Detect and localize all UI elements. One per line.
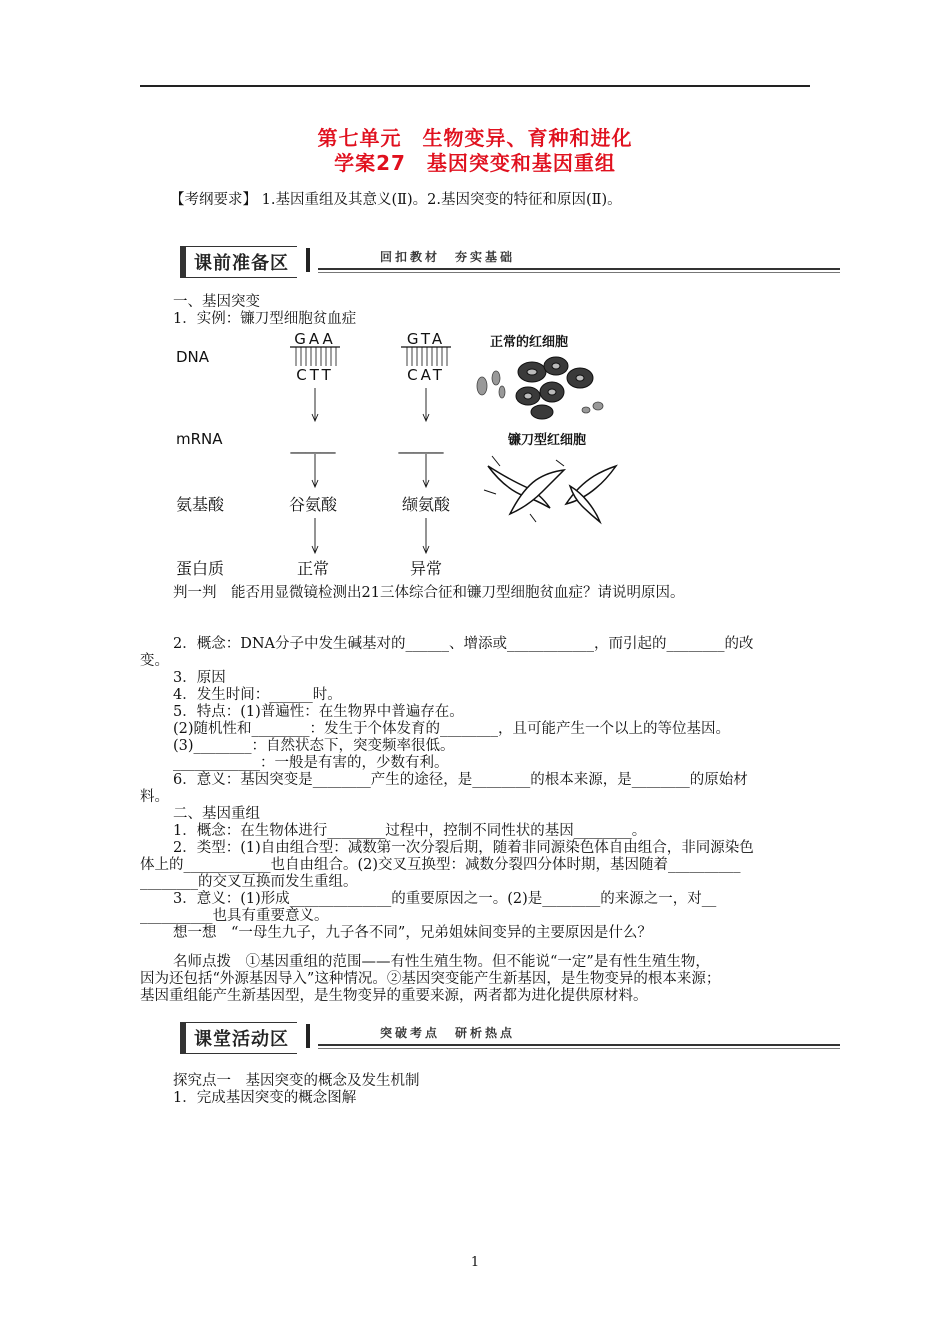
concept-line: 2．概念：DNA分子中发生碱基对的______、增添或____________，而引起的________的改: [173, 636, 754, 652]
recomb-type-line-cont2: ________的交叉互换而发生重组。: [140, 874, 358, 890]
header-rule: [140, 85, 810, 87]
feature-line-2: (2)随机性和________：发生于个体发育的________，且可能产生一个以上的等位基因。: [173, 721, 731, 737]
normal-amino-acid: 谷氨酸: [288, 495, 338, 514]
cause-line: 3．原因: [173, 670, 226, 686]
significance-line-cont: 料。: [140, 789, 169, 805]
mutant-protein: 异常: [409, 559, 443, 578]
mutant-mrna-blank: ______: [398, 436, 444, 454]
amino-acid-label: 氨基酸: [176, 495, 225, 514]
section-subtitle: 回扣教材 夯实基础: [380, 250, 516, 264]
section-divider-mark: [306, 248, 310, 272]
teacher-tip-line-1: 名师点拨 ①基因重组的范围——有性生殖生物。但不能说“一定”是有性生殖生物，: [173, 954, 710, 970]
unit-title: 第七单元 生物变异、育种和进化: [317, 126, 633, 150]
feature-line-4: ____________：一般是有害的，少数有利。: [173, 755, 449, 771]
normal-mrna-blank: ______: [290, 436, 336, 454]
example-line: 1．实例：镰刀型细胞贫血症: [173, 311, 357, 327]
normal-dna-top: GAA: [294, 330, 336, 348]
concept-line-cont: 变。: [140, 653, 169, 669]
judge-question: 判一判 能否用显微镜检测出21三体综合征和镰刀型细胞贫血症？请说明原因。: [173, 585, 685, 601]
mutant-dna-top: GTA: [406, 330, 446, 348]
dna-label: DNA: [176, 348, 210, 366]
recomb-significance-line: 3．意义：(1)形成______________的重要原因之一。(2)是________的来源之一，对__: [173, 891, 717, 907]
exam-requirements: 【考纲要求】 1.基因重组及其意义(Ⅱ)。2.基因突变的特征和原因(Ⅱ)。: [170, 192, 622, 208]
page-number: 1: [470, 1255, 480, 1270]
normal-dna-bottom: CTT: [296, 366, 334, 384]
section-rule-thin: [318, 272, 840, 273]
feature-line-1: 5．特点：(1)普遍性：在生物界中普遍存在。: [173, 704, 464, 720]
explore-heading: 探究点一 基因突变的概念及发生机制: [173, 1073, 420, 1089]
normal-rbc-illustration: [468, 330, 618, 422]
mrna-label: mRNA: [176, 430, 223, 448]
section-divider-mark: [306, 1024, 310, 1048]
section-label: 课前准备区: [180, 246, 297, 278]
heading-recombination: 二、基因重组: [173, 806, 260, 822]
section-rule-thin: [318, 1048, 840, 1049]
recomb-type-line-cont: 体上的____________也自由组合。(2)交叉互换型：减数分裂四分体时期，基因随着__________: [140, 857, 741, 873]
recomb-type-line: 2．类型：(1)自由组合型：减数第一次分裂后期，随着非同源染色体自由组合，非同源染色: [173, 840, 754, 856]
sickle-rbc-caption: 镰刀型红细胞: [508, 433, 587, 448]
section-rule: [318, 268, 840, 270]
teacher-tip-line-3: 基因重组能产生新基因型，是生物变异的重要来源，两者都为进化提供原材料。: [140, 988, 648, 1004]
normal-rbc-caption: 正常的红细胞: [490, 335, 569, 350]
section-subtitle: 突破考点 研析热点: [380, 1026, 516, 1040]
significance-line: 6．意义：基因突变是________产生的途径，是________的根本来源，是________的原始材: [173, 772, 748, 788]
feature-line-3: (3)________：自然状态下，突变频率很低。: [173, 738, 455, 754]
recomb-significance-cont: __________也具有重要意义。: [140, 908, 329, 924]
hydrogen-bond-ticks: [296, 347, 447, 366]
mutant-dna-bottom: CAT: [407, 366, 445, 384]
section-header-prep: [170, 244, 840, 274]
teacher-tip-line-2: 因为还包括“外源基因导入”这种情况。②基因突变能产生新基因，是生物变异的根本来源；: [140, 971, 721, 987]
mutant-amino-acid: 缬氨酸: [401, 495, 451, 514]
normal-protein: 正常: [296, 559, 330, 578]
section-header-class: [170, 1020, 840, 1050]
explore-item-1: 1．完成基因突变的概念图解: [173, 1090, 357, 1106]
section-label: 课堂活动区: [180, 1022, 297, 1054]
time-line: 4．发生时间：______时。: [173, 687, 342, 703]
think-question: 想一想 “一母生九子，九子各不同”，兄弟姐妹间变异的主要原因是什么？: [173, 925, 652, 941]
heading-gene-mutation: 一、基因突变: [173, 294, 260, 310]
protein-label: 蛋白质: [176, 559, 225, 578]
sickle-rbc-illustration: [470, 430, 620, 530]
section-rule: [318, 1044, 840, 1046]
normal-rbc-image: [468, 330, 618, 422]
sickle-rbc-image: [470, 430, 620, 530]
recomb-concept-line: 1．概念：在生物体进行________过程中，控制不同性状的基因________。: [173, 823, 647, 839]
flow-arrows: [312, 388, 429, 553]
lesson-title: 学案27 基因突变和基因重组: [334, 151, 616, 175]
